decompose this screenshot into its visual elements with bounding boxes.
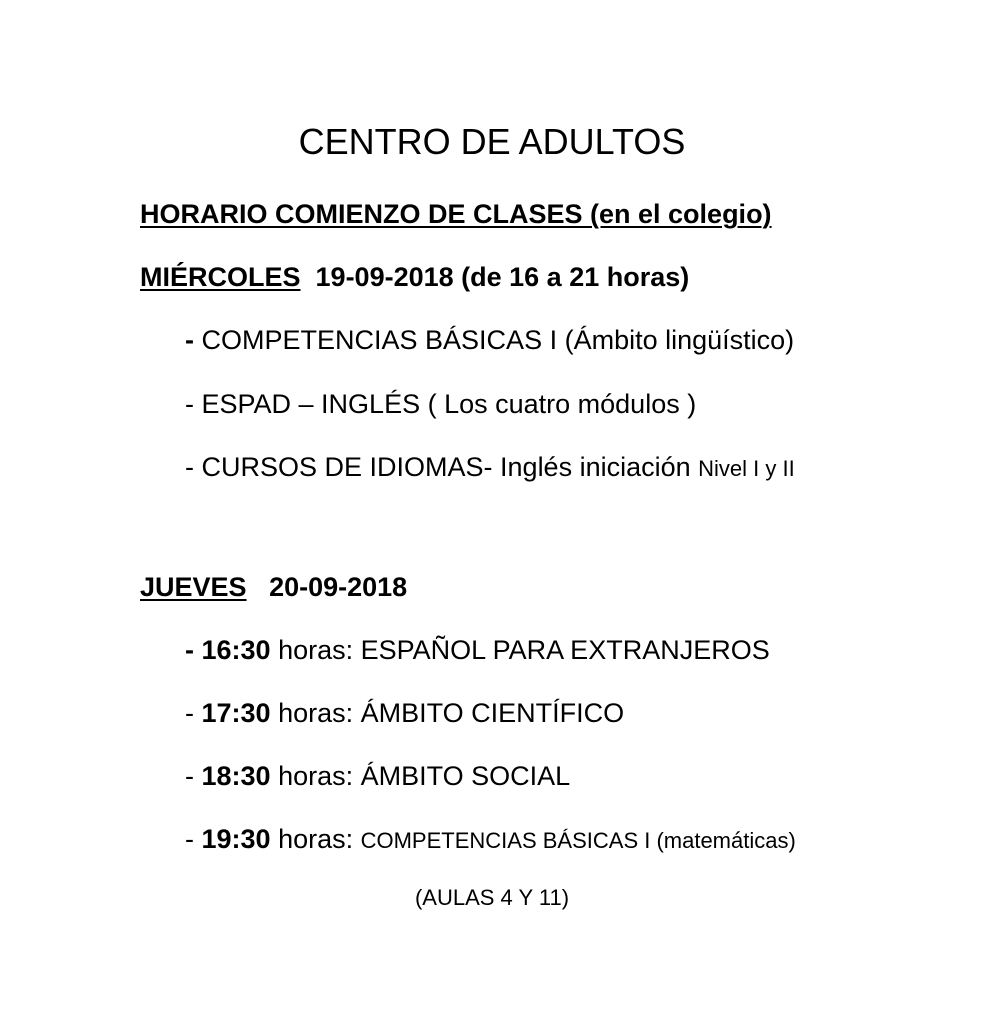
wednesday-item-1 (185, 327, 794, 354)
item-text: horas: (270, 824, 361, 854)
item-dash: - (185, 325, 202, 355)
wednesday-heading (140, 264, 689, 291)
item-level: Nivel I y II (698, 456, 795, 481)
item-time: 17:30 (201, 698, 271, 728)
item-time: 19:30 (201, 824, 271, 854)
item-text: CURSOS DE IDIOMAS- Inglés iniciación (201, 452, 699, 482)
classroom-note: (AULAS 4 Y 11) (414, 885, 570, 910)
wednesday-day: MIÉRCOLES (140, 262, 301, 292)
page-title: CENTRO DE ADULTOS (298, 121, 686, 162)
wednesday-detail: 19-09-2018 (de 16 a 21 horas) (315, 262, 690, 292)
thursday-day: JUEVES (140, 572, 247, 602)
wednesday-gap (301, 262, 316, 292)
thursday-item-1 (185, 637, 770, 664)
item-text: COMPETENCIAS BÁSICAS I (Ámbito lingüístico) (201, 325, 795, 355)
wednesday-item-2 (185, 391, 696, 418)
thursday-gap (247, 572, 270, 602)
thursday-detail: 20-09-2018 (269, 572, 408, 602)
thursday-item-2 (185, 700, 624, 727)
item-subject: COMPETENCIAS BÁSICAS I (matemáticas) (360, 828, 796, 853)
thursday-item-4 (185, 826, 796, 853)
thursday-item-3 (185, 763, 570, 790)
item-dash: - (185, 824, 202, 854)
item-time: 18:30 (201, 761, 271, 791)
item-dash: - (185, 761, 202, 791)
wednesday-item-3 (185, 454, 795, 481)
thursday-heading (140, 574, 407, 601)
item-time: 16:30 (201, 635, 271, 665)
item-dash: - (185, 452, 202, 482)
item-dash: - (185, 635, 202, 665)
item-dash: - (185, 389, 202, 419)
schedule-heading: HORARIO COMIENZO DE CLASES (en el colegio) (140, 199, 772, 229)
item-text: horas: ÁMBITO SOCIAL (270, 761, 571, 791)
item-text: horas: ESPAÑOL PARA EXTRANJEROS (270, 635, 770, 665)
item-dash: - (185, 698, 202, 728)
item-text: horas: ÁMBITO CIENTÍFICO (270, 698, 625, 728)
item-text: ESPAD – INGLÉS ( Los cuatro módulos ) (201, 389, 697, 419)
